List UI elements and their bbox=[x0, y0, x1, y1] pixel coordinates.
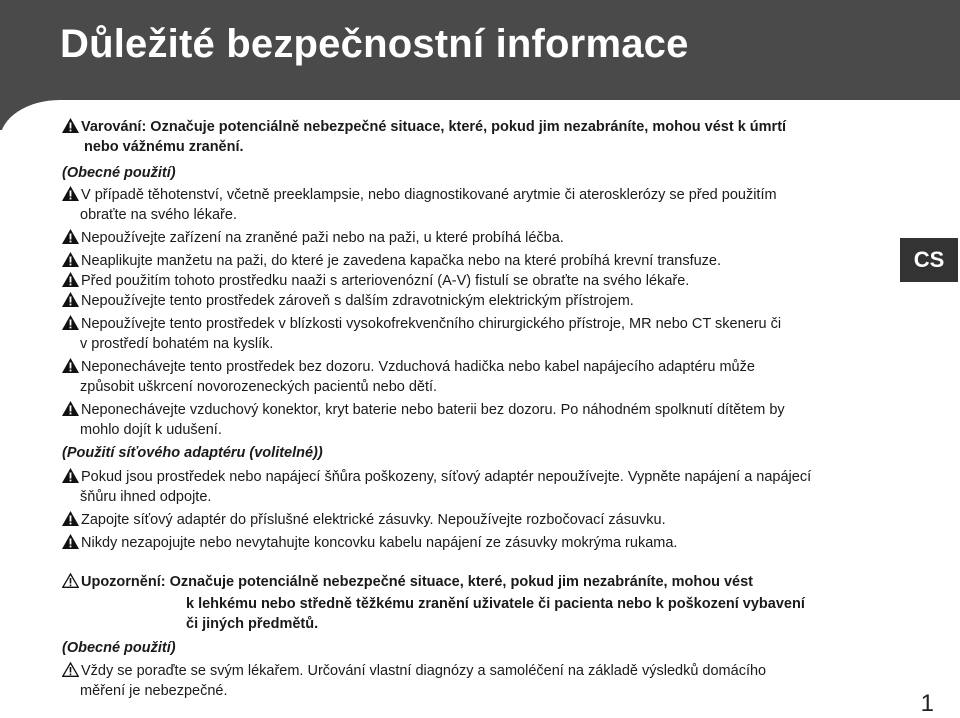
caution-text-3: či jiných předmětů. bbox=[186, 616, 319, 632]
general-item-1 bbox=[62, 185, 777, 205]
warning-filled-icon bbox=[62, 315, 79, 330]
general-item-6-line1: Nepoužívejte tento prostředek v blízkosti vysokofrekvenčního chirurgického přístroje, MR nebo CT skeneru či bbox=[81, 316, 782, 332]
general-item-1-line1: V případě těhotenství, včetně preeklampsie, nebo diagnostikované arytmie či aterosklerózy se před použitím bbox=[81, 187, 777, 203]
warning-outline-icon bbox=[62, 573, 79, 588]
warning-filled-icon bbox=[62, 292, 79, 307]
general-item-5 bbox=[62, 291, 634, 311]
general-item-6-line2: v prostředí bohatém na kyslík. bbox=[80, 336, 274, 352]
page-number: 1 bbox=[920, 690, 934, 717]
adapter-item-3 bbox=[62, 533, 677, 553]
warning-filled-icon bbox=[62, 401, 79, 416]
general-item-3 bbox=[62, 251, 721, 271]
page-title: Důležité bezpečnostní informace bbox=[60, 22, 689, 66]
warning-filled-icon bbox=[62, 534, 79, 549]
caution-definition bbox=[62, 572, 753, 592]
general-item-8-line1: Neponechávejte vzduchový konektor, kryt baterie nebo baterii bez dozoru. Po náhodném spolknutí dítětem by bbox=[81, 402, 785, 418]
general-item-8 bbox=[62, 400, 785, 420]
general-item-2-line1: Nepoužívejte zařízení na zraněné paži nebo na paži, u které probíhá léčba. bbox=[81, 230, 564, 246]
general-item-7 bbox=[62, 357, 755, 377]
general-item-2 bbox=[62, 228, 564, 248]
warning-filled-icon bbox=[62, 252, 79, 267]
caution-text-2: k lehkému nebo středně těžkému zranění uživatele či pacienta nebo k poškození vybavení bbox=[186, 596, 805, 612]
general-heading: (Obecné použití) bbox=[62, 165, 176, 181]
adapter-heading: (Použití síťového adaptéru (volitelné)) bbox=[62, 445, 323, 461]
adapter-item-1 bbox=[62, 467, 811, 487]
general-item-1-line2: obraťte na svého lékaře. bbox=[80, 207, 237, 223]
warning-filled-icon bbox=[62, 358, 79, 373]
warning-outline-icon bbox=[62, 662, 79, 677]
general-item-5-line1: Nepoužívejte tento prostředek zároveň s dalším zdravotnickým elektrickým přístrojem. bbox=[81, 293, 634, 309]
caution-item-1-line1: Vždy se poraďte se svým lékařem. Určování vlastní diagnózy a samoléčení na základě výsledků domácího bbox=[81, 663, 767, 679]
caution-label: Upozornění: bbox=[81, 574, 166, 590]
warning-filled-icon bbox=[62, 229, 79, 244]
general-item-3-line1: Neaplikujte manžetu na paži, do které je zavedena kapačka nebo na které probíhá krevní transfuze. bbox=[81, 253, 722, 269]
warning-filled-icon bbox=[62, 511, 79, 526]
general-item-7-line1: Neponechávejte tento prostředek bez dozoru. Vzduchová hadička nebo kabel napájecího adaptéru může bbox=[81, 359, 755, 375]
warning-definition bbox=[62, 117, 786, 137]
warning-filled-icon bbox=[62, 186, 79, 201]
general-item-6 bbox=[62, 314, 781, 334]
language-tab: CS bbox=[900, 238, 958, 282]
caution-item-1-line2: měření je nebezpečné. bbox=[80, 683, 228, 699]
adapter-item-1-line2: šňůru ihned odpojte. bbox=[80, 489, 212, 505]
adapter-item-1-line1: Pokud jsou prostředek nebo napájecí šňůra poškozeny, síťový adaptér nepoužívejte. Vypněte napájení a napájecí bbox=[81, 469, 812, 485]
caution-item-1 bbox=[62, 661, 766, 681]
warning-filled-icon bbox=[62, 468, 79, 483]
caution-text-1: Označuje potenciálně nebezpečné situace, které, pokud jim nezabráníte, mohou vést bbox=[165, 574, 753, 590]
warning-label: Varování: bbox=[81, 119, 147, 135]
general-item-8-line2: mohlo dojít k udušení. bbox=[80, 422, 222, 438]
warning-text-1: Označuje potenciálně nebezpečné situace, které, pokud jim nezabráníte, mohou vést k úmrtí bbox=[146, 119, 787, 135]
warning-text-2: nebo vážnému zranění. bbox=[84, 139, 244, 155]
general-item-7-line2: způsobit uškrcení novorozeneckých pacientů nebo dětí. bbox=[80, 379, 438, 395]
general-item-4-line1: Před použitím tohoto prostředku naaži s arteriovenózní (A-V) fistulí se obraťte na svého lékaře. bbox=[81, 273, 690, 289]
general-item-4 bbox=[62, 271, 689, 291]
warning-filled-icon bbox=[62, 272, 79, 287]
adapter-item-3-line1: Nikdy nezapojujte nebo nevytahujte koncovku kabelu napájení ze zásuvky mokrýma rukama. bbox=[81, 535, 678, 551]
warning-filled-icon bbox=[62, 118, 79, 133]
adapter-item-2 bbox=[62, 510, 666, 530]
adapter-item-2-line1: Zapojte síťový adaptér do příslušné elektrické zásuvky. Nepoužívejte rozbočovací zásuvku. bbox=[81, 512, 666, 528]
general-heading-2: (Obecné použití) bbox=[62, 640, 176, 656]
